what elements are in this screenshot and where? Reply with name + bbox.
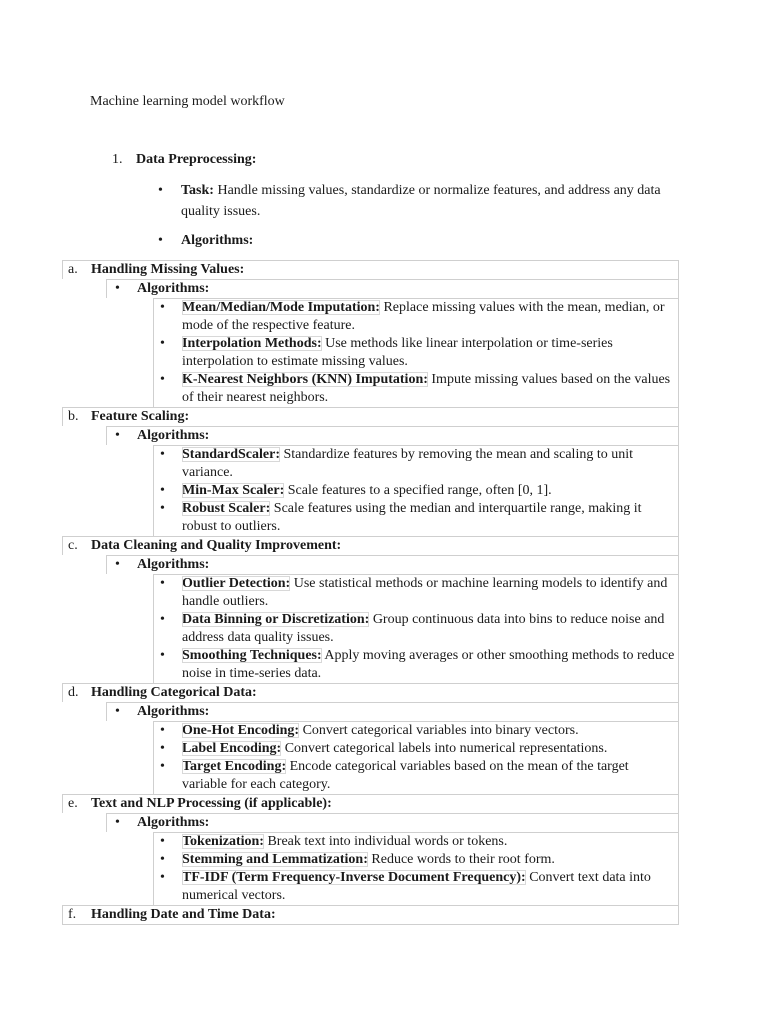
item-label: Smoothing Techniques: [182,648,322,663]
list-item [160,446,675,482]
algorithms-heading [106,555,679,574]
section-heading [62,683,679,702]
preprocessing-outline [62,260,679,925]
item-label: Tokenization: [182,834,264,849]
item-label: Stemming and Lemmatization: [182,852,368,867]
bullet-icon: • [115,815,120,830]
algorithm-list [153,721,679,794]
bullet-icon: • [115,557,120,572]
list-item [160,611,675,647]
algorithms-bullet [160,230,680,251]
algorithms-label: Algorithms: [137,704,210,719]
list-item [160,299,675,335]
list-item [160,740,675,758]
item-label: TF-IDF (Term Frequency-Inverse Document Frequency): [182,870,526,885]
item-label: StandardScaler: [182,447,280,462]
section-heading [62,794,679,813]
item-text: Scale features to a specified range, often [0, 1]. [284,483,552,498]
item-text: Encode categorical variables based on the mean of the target variable for each category. [182,759,629,792]
section-heading [62,260,679,279]
item-label: Min-Max Scaler: [182,483,285,498]
section-heading [62,536,679,555]
item-label: Interpolation Methods: [182,336,322,351]
bullet-icon: • [160,372,165,387]
bullet-icon: • [160,723,165,738]
algorithms-label: Algorithms: [137,281,210,296]
list-item [160,335,675,371]
item-text: Convert text data into numerical vectors. [182,870,651,903]
item-text: Apply moving averages or other smoothing methods to reduce noise in time-series data. [182,648,675,681]
list-item [160,758,675,794]
bullet-icon: • [160,447,165,462]
section-letter: e. [68,796,78,811]
list-item [160,500,675,536]
list-item [160,575,675,611]
item-label: K-Nearest Neighbors (KNN) Imputation: [182,372,428,387]
item-text: Group continuous data into bins to reduce noise and address data quality issues. [182,612,665,645]
list-item [160,482,675,500]
item-text: Scale features using the median and interquartile range, making it robust to outliers. [182,501,642,534]
item-label: Robust Scaler: [182,501,271,516]
algorithms-label: Algorithms: [137,815,210,830]
algorithms-heading [106,813,679,832]
item-text: Replace missing values with the mean, median, or mode of the respective feature. [182,300,665,333]
list-item [160,833,675,851]
bullet-icon: • [160,336,165,351]
item-text: Convert categorical labels into numerical representations. [281,741,608,756]
item-label: Outlier Detection: [182,576,291,591]
item-label: One-Hot Encoding: [182,723,300,738]
item-label: Label Encoding: [182,741,282,756]
bullet-icon: • [160,576,165,591]
bullet-icon: • [158,183,163,198]
algorithms-label: Algorithms: [137,428,210,443]
list-item [160,851,675,869]
algorithms-heading [106,426,679,445]
list-item [160,647,675,683]
item-text: Break text into individual words or tokens. [263,834,508,849]
section-title: Handling Categorical Data: [91,685,257,700]
step-number: 1. [112,152,123,167]
bullet-icon: • [160,483,165,498]
page-title: Machine learning model workflow [90,94,285,109]
bullet-icon: • [160,741,165,756]
bullet-icon: • [115,281,120,296]
bullet-icon: • [160,870,165,885]
item-text: Use statistical methods or machine learning models to identify and handle outliers. [182,576,668,609]
section-letter: f. [68,907,77,922]
bullet-icon: • [160,759,165,774]
item-text: Convert categorical variables into binary vectors. [299,723,579,738]
item-text: Standardize features by removing the mean and scaling to unit variance. [182,447,634,480]
algorithms-heading [106,702,679,721]
bullet-icon: • [158,233,163,248]
section-title: Data Cleaning and Quality Improvement: [91,538,342,553]
algorithms-heading [106,279,679,298]
task-text: Handle missing values, standardize or normalize features, and address any data quality issues. [181,183,661,219]
algorithms-label: Algorithms: [137,557,210,572]
section-title: Feature Scaling: [91,409,190,424]
section-title: Handling Date and Time Data: [91,907,276,922]
task-label: Task: [181,183,214,198]
algorithm-list [153,574,679,683]
section-heading [62,905,679,925]
bullet-icon: • [160,612,165,627]
section-letter: d. [68,685,79,700]
bullet-icon: • [160,501,165,516]
item-label: Mean/Median/Mode Imputation: [182,300,380,315]
section-heading [62,407,679,426]
item-label: Target Encoding: [182,759,287,774]
list-item [160,722,675,740]
item-text: Use methods like linear interpolation or time-series interpolation to estimate missing values. [182,336,613,369]
bullet-icon: • [115,428,120,443]
section-title: Text and NLP Processing (if applicable): [91,796,332,811]
item-text: Reduce words to their root form. [367,852,555,867]
bullet-icon: • [115,704,120,719]
section-letter: a. [68,262,78,277]
bullet-icon: • [160,300,165,315]
step-heading [112,152,256,168]
bullet-icon: • [160,852,165,867]
task-bullet [160,180,680,222]
item-text: Impute missing values based on the values of their nearest neighbors. [182,372,671,405]
section-title: Handling Missing Values: [91,262,245,277]
algorithm-list [153,445,679,536]
step-title: Data Preprocessing: [136,152,257,167]
algorithm-list [153,298,679,407]
section-letter: b. [68,409,79,424]
bullet-icon: • [160,648,165,663]
algorithms-label: Algorithms: [181,233,254,248]
section-letter: c. [68,538,78,553]
item-label: Data Binning or Discretization: [182,612,370,627]
algorithm-list [153,832,679,905]
list-item [160,869,675,905]
bullet-icon: • [160,834,165,849]
list-item [160,371,675,407]
